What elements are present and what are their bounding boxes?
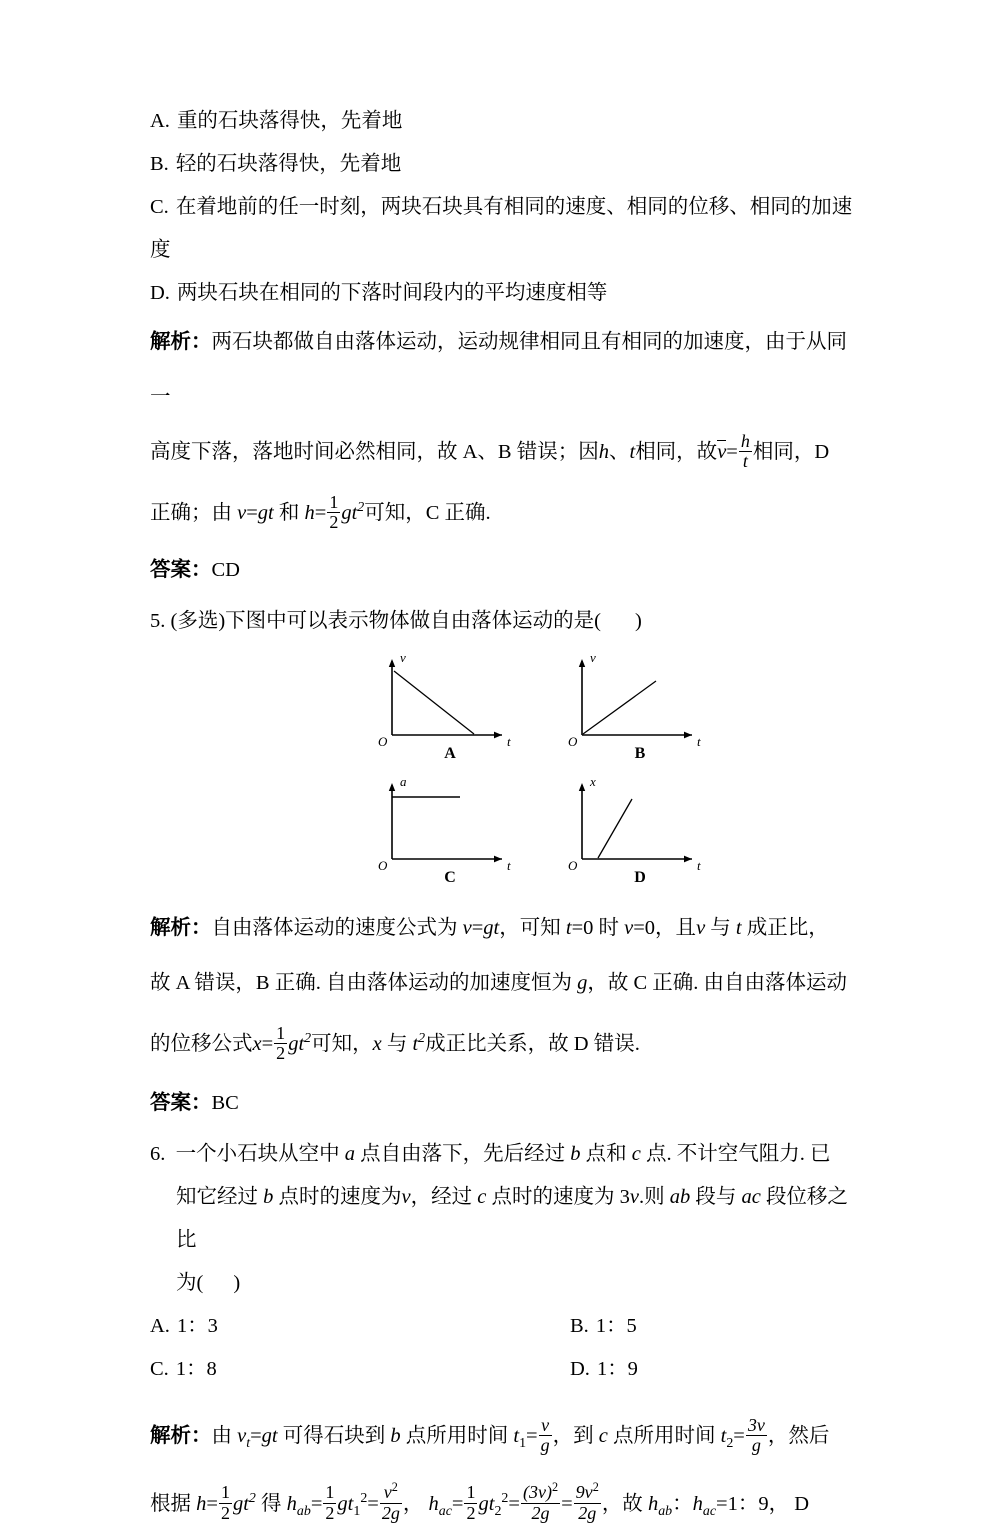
q5-sol-l3d: 成正比关系，故 D 错误. bbox=[425, 1032, 640, 1055]
q6-option-d-text: 1：9 bbox=[596, 1357, 638, 1380]
q6-t2-den: g bbox=[746, 1435, 767, 1455]
svg-text:v: v bbox=[590, 649, 596, 665]
q6-half-num-1: 1 bbox=[220, 1482, 230, 1503]
q6-half-den-2: 2 bbox=[325, 1502, 335, 1523]
q5-figure-b-label: B bbox=[634, 744, 646, 762]
q6-option-c-text: 1：8 bbox=[175, 1357, 217, 1380]
q6-sol-l2eq2: = bbox=[310, 1492, 323, 1515]
q6-option-c bbox=[150, 1348, 570, 1391]
q6-option-a bbox=[150, 1305, 570, 1348]
q6-sol-hab-g: g bbox=[337, 1492, 348, 1515]
q5-sol-eq1: = bbox=[471, 916, 484, 939]
q5-figure-group bbox=[150, 649, 860, 887]
q6-res-answer: D bbox=[794, 1492, 810, 1515]
q6-half-den-3: 2 bbox=[466, 1502, 476, 1523]
q4-frac-num-h: h bbox=[740, 430, 750, 451]
q4-sol-var-h: h bbox=[598, 441, 609, 463]
q4-option-a-label: A. bbox=[150, 110, 170, 132]
q6-sol-p4: ，到 bbox=[552, 1424, 594, 1447]
q6-number: 6. bbox=[150, 1142, 166, 1165]
q6-res-hab: h bbox=[647, 1492, 659, 1515]
q6-l2b: 点时的速度为 bbox=[278, 1185, 402, 1208]
q4-option-c-text-cont: 度 bbox=[150, 239, 171, 261]
q5-sol-l3exp: 2 bbox=[304, 1030, 312, 1046]
q6-sol-fraction-3v2-over-2g bbox=[521, 1481, 560, 1523]
q6-sol-p3: 点所用时间 bbox=[405, 1424, 509, 1447]
q5-sol-x2: x bbox=[372, 1032, 382, 1055]
svg-text:O: O bbox=[378, 857, 388, 871]
q6-sol-fraction-half-2 bbox=[323, 1483, 336, 1523]
q6-stem-line2 bbox=[150, 1176, 860, 1262]
q6-sol-l2g: g bbox=[232, 1492, 244, 1515]
q5-figure-row-1 bbox=[150, 649, 860, 763]
q6-res-hac-sub: ac bbox=[702, 1503, 717, 1519]
q5-sol-fraction-one-half bbox=[274, 1024, 287, 1064]
q6-l2-point-b: b bbox=[263, 1185, 274, 1208]
q6-sol-fraction-3v-over-g bbox=[746, 1416, 767, 1456]
q5-sol-eq3: =0，且 bbox=[633, 916, 697, 939]
svg-text:O: O bbox=[568, 857, 578, 871]
q6-l3: 为( bbox=[176, 1271, 204, 1294]
q5-sol-x1: x bbox=[252, 1032, 262, 1055]
q4-half-den: 2 bbox=[329, 512, 339, 533]
q6-option-b-text: 1：5 bbox=[595, 1314, 637, 1337]
q5-sol-v2: v bbox=[624, 916, 634, 939]
q6-sol-p2: 可得石块到 bbox=[282, 1424, 386, 1447]
q4-sol-l2d: 相同，D bbox=[752, 441, 830, 463]
svg-text:x: x bbox=[590, 773, 596, 789]
q5-solution-line1 bbox=[150, 901, 860, 956]
q4-sol-l3-v: v bbox=[237, 501, 247, 524]
q6-hac-num2-exp: 2 bbox=[592, 1480, 599, 1495]
q5-sol-t1: t bbox=[565, 916, 572, 939]
q6-l2d: 点时的速度为 3 bbox=[491, 1185, 630, 1208]
q4-option-b-label: B. bbox=[150, 153, 169, 175]
q6-res-eq: =1：9， bbox=[716, 1492, 790, 1515]
q6-segment-ab: ab bbox=[669, 1185, 691, 1208]
q5-text: 下图中可以表示物体做自由落体运动的是( bbox=[225, 609, 601, 632]
q4-sol-l3-exp: 2 bbox=[357, 500, 365, 515]
q4-answer bbox=[150, 549, 860, 592]
q4-answer-value: CD bbox=[211, 558, 240, 581]
q6-hac-num2 bbox=[574, 1481, 601, 1503]
q6-l2c: ，经过 bbox=[410, 1185, 473, 1208]
q6-half-den-1: 2 bbox=[220, 1502, 230, 1523]
q6-hac-num1 bbox=[521, 1481, 560, 1503]
q5-figure-a bbox=[355, 649, 545, 763]
q4-solution-line3 bbox=[150, 480, 860, 541]
q5-graph-d-svg bbox=[560, 773, 720, 871]
q6-hac-num1-base: (3v) bbox=[522, 1482, 552, 1503]
q6-sol-l2h: h bbox=[196, 1492, 207, 1515]
q6-sol-l2eq1: = bbox=[206, 1492, 218, 1515]
q5-solution-lead: 解析： bbox=[150, 916, 212, 939]
q4-sol-l2b: 、 bbox=[608, 441, 630, 463]
q6-solution-line1 bbox=[150, 1409, 860, 1471]
q6-l1c: 点和 bbox=[585, 1142, 627, 1165]
q6-sol-fraction-v-over-g bbox=[539, 1416, 552, 1456]
q4-solution-line2 bbox=[150, 425, 860, 480]
q5-answer-value: BC bbox=[211, 1091, 239, 1114]
q6-option-d-label: D. bbox=[570, 1357, 590, 1380]
q5-sol-v3: v bbox=[696, 916, 706, 939]
q6-sol-hac-g: g bbox=[478, 1492, 489, 1515]
q6-res-colon: ： bbox=[672, 1492, 693, 1515]
q6-l2-v: v bbox=[401, 1185, 411, 1208]
q6-sol-l2c: ， bbox=[402, 1492, 424, 1515]
q6-sol-l2eq5: = bbox=[508, 1492, 520, 1515]
q6-sol-vt-sub: t bbox=[246, 1435, 251, 1451]
q6-l1a: 一个小石块从空中 bbox=[175, 1142, 340, 1165]
q6-l2a: 知它经过 bbox=[176, 1185, 258, 1208]
q6-l1b: 点自由落下，先后经过 bbox=[360, 1142, 566, 1165]
q6-sol-hab: h bbox=[286, 1492, 297, 1515]
q5-figure-row-2 bbox=[150, 773, 860, 887]
q6-solution-lead: 解析： bbox=[150, 1424, 212, 1447]
q6-option-b-label: B. bbox=[570, 1314, 589, 1337]
q4-frac-den-t: t bbox=[739, 451, 752, 471]
q4-sol-l3-eq2: = bbox=[314, 501, 327, 524]
svg-text:t: t bbox=[507, 733, 511, 747]
q6-segment-ac: ac bbox=[741, 1185, 761, 1208]
q5-answer bbox=[150, 1082, 860, 1125]
q6-sol-p5: 点所用时间 bbox=[612, 1424, 716, 1447]
q6-sol-eq1: = bbox=[250, 1424, 262, 1447]
q6-l1d: 点. 不计空气阻力. 已 bbox=[645, 1142, 831, 1165]
q6-l2f: 段与 bbox=[695, 1185, 737, 1208]
q4-option-b bbox=[150, 143, 860, 186]
svg-text:t: t bbox=[697, 733, 701, 747]
q6-sol-l2eq6: = bbox=[561, 1492, 573, 1515]
q6-sol-fraction-9v2-over-2g bbox=[574, 1481, 601, 1523]
q6-sol-cpt: c bbox=[598, 1424, 608, 1447]
q4-option-d-label: D. bbox=[150, 282, 170, 304]
q5-number: 5. bbox=[150, 609, 166, 632]
q5-sol-l3eq: = bbox=[261, 1032, 274, 1055]
q5-graph-a-svg bbox=[370, 649, 530, 747]
q6-sol-gt: gt bbox=[261, 1424, 278, 1447]
q6-res-hac: h bbox=[692, 1492, 703, 1515]
q5-stem bbox=[150, 600, 860, 643]
q5-sol-t3: t bbox=[412, 1032, 419, 1055]
q4-sol-l3b: 可知，C 正确. bbox=[364, 501, 491, 524]
q4-option-a bbox=[150, 100, 860, 143]
q4-solution-line1-text: 两石块都做自由落体运动，运动规律相同且有相同的加速度，由于从同一 bbox=[150, 331, 847, 408]
q5-sol-l3a: 的位移公式 bbox=[150, 1032, 253, 1055]
q4-option-a-text: 重的石块落得快，先着地 bbox=[176, 110, 403, 132]
q4-option-d bbox=[150, 272, 860, 315]
q6-sol-hac-t-sub: 2 bbox=[494, 1503, 502, 1519]
q6-hab-num-v: v bbox=[383, 1482, 392, 1503]
q4-option-c-text: 在着地前的任一时刻，两块石块具有相同的速度、相同的位移、相同的加速 bbox=[175, 196, 853, 218]
q6-sol-t1: t bbox=[513, 1424, 520, 1447]
q6-point-c: c bbox=[631, 1142, 641, 1165]
q4-sol-eq: = bbox=[726, 441, 738, 463]
q4-sol-l3a: 正确；由 bbox=[150, 501, 232, 524]
q4-sol-var-vbar: v bbox=[717, 441, 727, 463]
q4-sol-l3-g: g bbox=[341, 501, 352, 524]
q6-sol-vt: v bbox=[237, 1424, 247, 1447]
q6-sol-bpt: b bbox=[390, 1424, 401, 1447]
q6-sol-hab-t-exp: 2 bbox=[360, 1490, 368, 1506]
q6-l2-v2: v bbox=[629, 1185, 639, 1208]
q5-sol-gt: gt bbox=[483, 916, 500, 939]
q5-sol-l3b: 可知， bbox=[311, 1032, 373, 1055]
q6-sol-hac-t-exp: 2 bbox=[501, 1490, 509, 1506]
q5-sol-l3t: t bbox=[298, 1032, 305, 1055]
q6-option-d bbox=[570, 1348, 638, 1391]
svg-text:O: O bbox=[378, 733, 388, 747]
q5-solution bbox=[150, 901, 860, 1072]
q6-sol-hac: h bbox=[428, 1492, 439, 1515]
q5-graph-c-svg bbox=[370, 773, 530, 871]
q6-sol-l2eq4: = bbox=[451, 1492, 464, 1515]
q6-sol-fraction-half-3 bbox=[464, 1483, 477, 1523]
q6-sol-t2: t bbox=[720, 1424, 727, 1447]
q6-point-a: a bbox=[344, 1142, 355, 1165]
q4-option-c-continued bbox=[150, 229, 860, 272]
q5-figure-c-label: C bbox=[444, 868, 456, 886]
q6-t1-num: v bbox=[541, 1414, 550, 1435]
q6-l2g: 段位移之比 bbox=[176, 1185, 848, 1251]
q5-figure-c bbox=[355, 773, 545, 887]
q6-point-b: b bbox=[570, 1142, 581, 1165]
q6-stem-line1 bbox=[150, 1133, 860, 1176]
q6-sol-l2d: ，故 bbox=[601, 1492, 643, 1515]
q6-sol-hac-t: t bbox=[488, 1492, 495, 1515]
q6-hac-num2-base: 9v bbox=[575, 1482, 593, 1503]
q6-solution-line2 bbox=[150, 1471, 860, 1539]
q5-solution-line3 bbox=[150, 1011, 860, 1072]
svg-text:t: t bbox=[697, 857, 701, 871]
q5-sol-l1b: ，可知 bbox=[499, 916, 561, 939]
q6-sol-eq2: = bbox=[526, 1424, 538, 1447]
q4-sol-var-t: t bbox=[629, 441, 636, 463]
q5-figure-b bbox=[545, 649, 735, 763]
q6-hab-num-exp: 2 bbox=[391, 1480, 398, 1495]
q6-sol-p6: ，然后 bbox=[767, 1424, 830, 1447]
q6-hac-den1: 2g bbox=[521, 1503, 560, 1523]
q6-hab-num bbox=[380, 1481, 402, 1503]
q6-t1-den: g bbox=[540, 1435, 550, 1456]
q6-hab-den: 2g bbox=[381, 1502, 400, 1523]
q6-sol-t2-sub: 2 bbox=[726, 1435, 734, 1451]
q4-sol-l3-t: t bbox=[351, 501, 358, 524]
q5-sol-t3exp: 2 bbox=[418, 1030, 426, 1046]
q5-sol-g: g bbox=[577, 971, 588, 994]
q5-figure-d-label: D bbox=[634, 868, 646, 886]
q4-sol-fraction-one-half bbox=[327, 493, 340, 533]
q4-sol-l3-eq1: = bbox=[246, 501, 258, 524]
q6-half-num-2: 1 bbox=[325, 1482, 335, 1503]
q5-graph-b-svg bbox=[560, 649, 720, 747]
q5-sol-v1: v bbox=[462, 916, 472, 939]
q5-sol-l1c: 与 bbox=[710, 916, 731, 939]
q6-sol-l2t: t bbox=[243, 1492, 249, 1515]
q6-hac-den2: 2g bbox=[574, 1503, 601, 1523]
q6-sol-fraction-half-1 bbox=[219, 1483, 232, 1523]
q5-solution-line2 bbox=[150, 956, 860, 1011]
q5-sol-l2b: ，故 C 正确. 由自由落体运动 bbox=[587, 971, 848, 994]
q6-t2-num: 3v bbox=[747, 1414, 765, 1435]
q6-sol-l2exp: 2 bbox=[248, 1490, 256, 1506]
q6-sol-l2eq3: = bbox=[367, 1492, 379, 1515]
q6-option-row-1 bbox=[150, 1305, 860, 1348]
svg-text:O: O bbox=[568, 733, 578, 747]
q6-option-c-label: C. bbox=[150, 1357, 169, 1380]
q5-multiselect-tag: (多选) bbox=[170, 609, 226, 632]
q5-sol-l1a: 自由落体运动的速度公式为 bbox=[211, 916, 458, 939]
q4-solution-lead: 解析： bbox=[150, 331, 212, 353]
q5-sol-eq2: =0 时 bbox=[571, 916, 620, 939]
q6-option-row-2 bbox=[150, 1348, 860, 1391]
q6-sol-p1: 由 bbox=[211, 1424, 232, 1447]
q4-sol-fraction-h-over-t bbox=[739, 432, 752, 472]
q6-stem-line3 bbox=[150, 1262, 860, 1305]
q5-figure-a-label: A bbox=[444, 744, 456, 762]
q6-sol-hab-sub: ab bbox=[296, 1503, 311, 1519]
q5-sol-t2: t bbox=[735, 916, 742, 939]
svg-text:v: v bbox=[400, 649, 406, 665]
q4-sol-l3-gt: gt bbox=[257, 501, 274, 524]
svg-text:t: t bbox=[507, 857, 511, 871]
q6-sol-hab-t-sub: 1 bbox=[353, 1503, 361, 1519]
q4-sol-l2c: 相同，故 bbox=[635, 441, 718, 463]
q6-l2e: .则 bbox=[638, 1185, 665, 1208]
q4-solution bbox=[150, 315, 860, 541]
q6-sol-fraction-v2-over-2g bbox=[380, 1481, 402, 1523]
q5-half-den: 2 bbox=[276, 1043, 286, 1064]
q5-sol-l2a: 故 A 错误，B 正确. 自由落体运动的加速度恒为 bbox=[150, 971, 572, 994]
q4-answer-lead: 答案： bbox=[150, 558, 212, 581]
q4-sol-l3-h: h bbox=[304, 501, 315, 524]
q4-sol-l2a: 高度下落，落地时间必然相同，故 A、B 错误；因 bbox=[150, 441, 599, 463]
q5-answer-lead: 答案： bbox=[150, 1091, 212, 1114]
svg-text:a: a bbox=[400, 773, 407, 789]
q4-option-b-text: 轻的石块落得快，先着地 bbox=[175, 153, 402, 175]
q6-l2-point-c: c bbox=[477, 1185, 487, 1208]
q4-sol-l3-he: 和 bbox=[278, 501, 300, 524]
q6-sol-l2b: 得 bbox=[261, 1492, 282, 1515]
q6-half-num-3: 1 bbox=[466, 1482, 476, 1503]
q5-sol-l3g: g bbox=[288, 1032, 299, 1055]
q4-option-d-text: 两块石块在相同的下落时间段内的平均速度相等 bbox=[176, 282, 608, 304]
q4-half-num: 1 bbox=[329, 491, 339, 512]
q6-sol-hab-t: t bbox=[347, 1492, 354, 1515]
q4-option-c bbox=[150, 186, 860, 229]
q5-text-end: ) bbox=[634, 609, 642, 632]
q4-option-c-label: C. bbox=[150, 196, 169, 218]
q6-hac-num1-exp: 2 bbox=[551, 1480, 559, 1495]
q6-option-a-text: 1：3 bbox=[176, 1314, 218, 1337]
q5-sol-l1d: 成正比， bbox=[746, 916, 829, 939]
q6-l3-end: ) bbox=[233, 1271, 241, 1294]
q6-solution bbox=[150, 1409, 860, 1539]
q6-sol-eq3: = bbox=[733, 1424, 745, 1447]
q4-solution-line1 bbox=[150, 315, 860, 425]
q5-figure-d bbox=[545, 773, 735, 887]
q6-res-hab-sub: ab bbox=[658, 1503, 673, 1519]
q6-option-b bbox=[570, 1305, 637, 1348]
q5-half-num: 1 bbox=[276, 1022, 286, 1043]
q5-sol-l3c: 与 bbox=[386, 1032, 408, 1055]
q6-option-a-label: A. bbox=[150, 1314, 170, 1337]
q6-sol-l2a: 根据 bbox=[150, 1492, 191, 1515]
q6-sol-t1-sub: 1 bbox=[519, 1435, 527, 1451]
q6-sol-hac-sub: ac bbox=[438, 1503, 452, 1519]
